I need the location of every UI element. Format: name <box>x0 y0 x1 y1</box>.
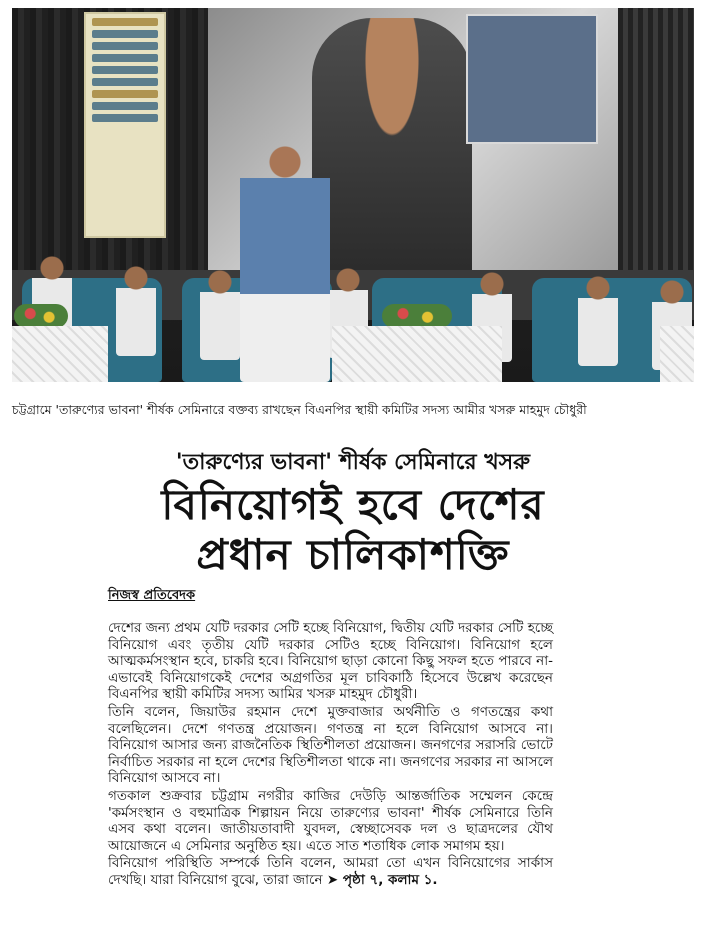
flower-arrangement <box>382 304 452 328</box>
event-banner <box>84 12 166 238</box>
standing-speaker <box>240 144 330 382</box>
continuation-jump-link[interactable]: ➤ পৃষ্ঠা ৭, কলাম ১. <box>326 871 438 888</box>
photo-caption: চট্টগ্রামে 'তারুণ্যের ভাবনা' শীর্ষক সেমিনারে বক্তব্য রাখছেন বিএনপির স্থায়ী কমিটির সদস্য আমীর খসরু মাহমুদ চৌধুরী <box>12 402 587 417</box>
paragraph: গতকাল শুক্রবার চট্টগ্রাম নগরীর কাজির দেউড়ি আন্তর্জাতিক সম্মেলন কেন্দ্রে 'কর্মসংস্থান ও বহুমাত্রিক শিল্পায়ন নিয়ে তারুণ্যের ভাবনা' শীর্ষক সেমিনারে তিনি এসব কথা বলেন। জাতীয়তাবাদী যুবদল, স্বেচ্ছাসেবক দল ও ছাত্রদলের যৌথ আয়োজনে এ সেমিনার অনুষ্ঠিত হয়। এতে সাত শতাধিক লোক সমাগম হয়। <box>108 787 553 854</box>
article-headline <box>0 480 706 580</box>
flower-arrangement <box>14 304 68 328</box>
coffee-table <box>660 326 694 382</box>
coffee-table <box>12 326 108 382</box>
article-kicker: 'তারুণ্যের ভাবনা' শীর্ষক সেমিনারে খসরু <box>175 450 531 475</box>
paragraph: তিনি বলেন, জিয়াউর রহমান দেশে মুক্তবাজার অর্থনীতি ও গণতন্ত্রের কথা বলেছিলেন। দেশে গণতন্ত্র প্রয়োজন। গণতন্ত্র না হলে বিনিয়োগ আসবে না। বিনিয়োগ আসার জন্য রাজনৈতিক স্থিতিশীলতা প্রয়োজন। জনগণের সরাসরি ভোটে নির্বাচিত সরকার না হলে দেশের স্থিতিশীলতা থাকে না। জনগণের সরকার না আসলে বিনিয়োগ আসবে না। <box>108 703 553 787</box>
seated-guest <box>578 274 618 366</box>
coffee-table <box>332 326 502 382</box>
seated-guest <box>116 264 156 356</box>
headline-line-1: বিনিয়োগই হবে দেশের <box>161 480 545 529</box>
projected-speaker-image <box>312 18 472 284</box>
headline-line-2: প্রধান চালিকাশক্তি <box>196 530 510 579</box>
paragraph-text: বিনিয়োগ পরিস্থিতি সম্পর্কে তিনি বলেন, আমরা তো এখন বিনিয়োগের সার্কাস দেখছি। যারা বিনিয়োগ বুঝে, তারা জানে <box>108 855 553 888</box>
seated-guest <box>200 268 240 360</box>
news-photo <box>12 8 694 382</box>
projected-banner <box>466 14 598 144</box>
paragraph: দেশের জন্য প্রথম যেটি দরকার সেটি হচ্ছে বিনিয়োগ, দ্বিতীয় যেটি দরকার সেটি হচ্ছে বিনিয়োগ এবং তৃতীয় যেটি দরকার সেটিও হচ্ছে বিনিয়োগ। বিনিয়োগ হলে আত্মকর্মসংস্থান হবে, চাকরি হবে। বিনিয়োগ ছাড়া কোনো কিছু সফল হতে পারবে না-এভাবেই বিনিয়োগকেই দেশের অগ্রগতির মূল চাবিকাঠি হিসেবে উল্লেখ করেছেন বিএনপির স্থায়ী কমিটির সদস্য আমির খসরু মাহমুদ চৌধুরী। <box>108 620 553 703</box>
byline: নিজস্ব প্রতিবেদক <box>108 588 196 603</box>
article-body <box>108 620 553 890</box>
paragraph <box>108 855 553 888</box>
